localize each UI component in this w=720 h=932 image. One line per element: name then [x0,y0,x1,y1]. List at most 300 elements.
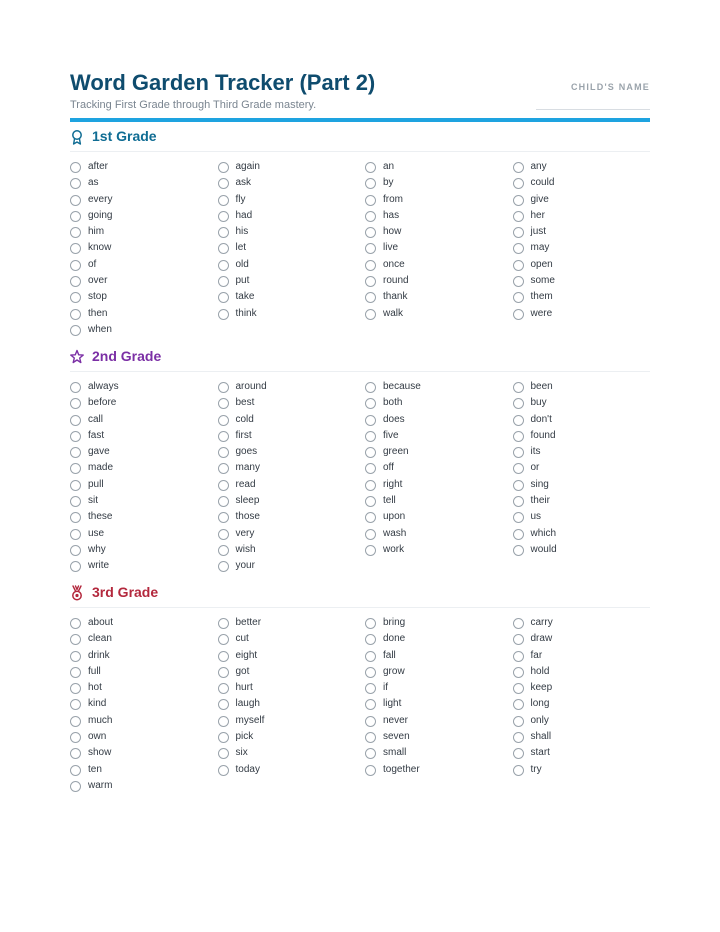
word-label: ask [235,177,252,189]
word-checkbox[interactable] [513,529,524,540]
word-checkbox[interactable] [513,716,524,727]
word-item [218,445,366,461]
word-checkbox[interactable] [70,178,81,189]
word-checkbox[interactable] [365,618,376,629]
word-checkbox[interactable] [365,748,376,759]
word-checkbox[interactable] [218,243,229,254]
word-item [218,543,366,559]
word-label: work [383,543,405,555]
word-item [513,616,661,632]
word-label: its [530,446,541,458]
word-item [365,681,513,697]
word-item [365,290,513,306]
word-item [365,632,513,648]
word-label: when [88,323,112,335]
word-checkbox[interactable] [70,529,81,540]
word-item [365,763,513,779]
word-label: some [530,275,555,287]
word-checkbox[interactable] [513,415,524,426]
word-label: these [88,511,113,523]
word-checkbox[interactable] [365,227,376,238]
word-item [70,510,218,526]
word-label: any [530,161,547,172]
word-item [70,380,218,396]
word-item [513,274,661,290]
word-checkbox[interactable] [70,561,81,572]
word-label: only [530,714,549,726]
word-checkbox[interactable] [513,545,524,556]
word-checkbox[interactable] [365,529,376,540]
word-label: hurt [235,682,253,694]
section-header [70,584,650,606]
word-label: which [530,527,557,539]
word-item [218,380,366,396]
word-checkbox[interactable] [365,634,376,645]
word-item [218,616,366,632]
word-checkbox[interactable] [70,651,81,662]
word-item [365,258,513,274]
word-checkbox[interactable] [218,618,229,629]
word-label: green [383,446,409,458]
word-checkbox[interactable] [70,382,81,393]
word-checkbox[interactable] [218,431,229,442]
word-label: keep [530,682,553,694]
word-label: fast [88,429,105,441]
word-checkbox[interactable] [513,634,524,645]
word-grid [70,380,660,576]
word-checkbox[interactable] [70,325,81,336]
word-label: put [235,275,250,287]
word-label: his [235,226,249,238]
word-item [365,209,513,225]
word-checkbox[interactable] [365,398,376,409]
section-header [70,128,650,150]
word-item [70,527,218,543]
word-item [365,494,513,510]
word-label: wish [235,543,256,555]
word-checkbox[interactable] [365,651,376,662]
page-subtitle: Tracking First Grade through Third Grade mastery. [70,99,317,111]
word-label: by [383,177,394,189]
word-item [365,380,513,396]
word-item [513,649,661,665]
word-checkbox[interactable] [218,765,229,776]
word-label: their [530,495,550,507]
word-item [365,225,513,241]
word-label: old [235,258,249,270]
word-checkbox[interactable] [365,309,376,320]
word-item [513,396,661,412]
word-checkbox[interactable] [513,463,524,474]
word-label: from [383,193,403,205]
word-checkbox[interactable] [513,651,524,662]
word-checkbox[interactable] [218,398,229,409]
word-item [70,225,218,241]
word-checkbox[interactable] [70,276,81,287]
word-checkbox[interactable] [218,667,229,678]
word-checkbox[interactable] [513,260,524,271]
word-label: going [88,209,113,221]
word-checkbox[interactable] [218,529,229,540]
word-item [218,763,366,779]
word-checkbox[interactable] [218,260,229,271]
word-item [513,413,661,429]
word-checkbox[interactable] [513,683,524,694]
word-label: of [88,258,97,270]
word-checkbox[interactable] [365,480,376,491]
word-item [70,714,218,730]
word-grid [70,160,660,339]
word-checkbox[interactable] [218,683,229,694]
word-item [70,649,218,665]
word-label: best [235,397,255,409]
word-checkbox[interactable] [218,227,229,238]
word-label: once [383,258,405,270]
word-checkbox[interactable] [70,431,81,442]
word-item [513,258,661,274]
word-item [70,616,218,632]
word-item [365,527,513,543]
word-item [513,632,661,648]
word-checkbox[interactable] [513,618,524,629]
word-item [70,323,218,339]
word-item [218,714,366,730]
word-checkbox[interactable] [218,699,229,710]
word-label: pick [235,731,254,743]
word-checkbox[interactable] [70,195,81,206]
word-item [218,307,366,323]
word-checkbox[interactable] [365,463,376,474]
word-item [70,559,218,575]
word-checkbox[interactable] [365,699,376,710]
word-checkbox[interactable] [513,211,524,222]
word-item [513,665,661,681]
word-checkbox[interactable] [513,699,524,710]
word-item [70,241,218,257]
word-label: ten [88,763,102,775]
word-checkbox[interactable] [218,732,229,743]
word-label: use [88,527,105,539]
word-checkbox[interactable] [365,260,376,271]
word-checkbox[interactable] [365,765,376,776]
section-1st-grade [70,128,650,335]
word-checkbox[interactable] [513,382,524,393]
word-checkbox[interactable] [70,496,81,507]
word-checkbox[interactable] [513,748,524,759]
word-checkbox[interactable] [513,309,524,320]
word-checkbox[interactable] [365,431,376,442]
word-checkbox[interactable] [70,716,81,727]
word-label: thank [383,291,408,303]
word-item [218,632,366,648]
word-checkbox[interactable] [365,276,376,287]
word-item [70,445,218,461]
word-label: your [235,560,255,572]
word-checkbox[interactable] [218,162,229,173]
word-label: after [88,161,109,172]
word-item [218,396,366,412]
word-checkbox[interactable] [513,276,524,287]
word-item [218,697,366,713]
word-label: cold [235,413,254,425]
word-item [513,445,661,461]
word-checkbox[interactable] [218,651,229,662]
word-label: has [383,209,400,221]
word-label: then [88,307,108,319]
word-label: open [530,258,553,270]
word-item [218,225,366,241]
word-checkbox[interactable] [365,545,376,556]
word-label: clean [88,633,112,645]
word-item [218,274,366,290]
word-item [513,241,661,257]
word-label: laugh [235,698,260,710]
word-checkbox[interactable] [513,732,524,743]
word-checkbox[interactable] [365,195,376,206]
word-checkbox[interactable] [70,398,81,409]
word-checkbox[interactable] [365,415,376,426]
word-item [513,714,661,730]
word-checkbox[interactable] [218,545,229,556]
word-checkbox[interactable] [70,260,81,271]
word-label: fall [383,649,396,661]
word-label: wash [383,527,407,539]
word-checkbox[interactable] [365,178,376,189]
word-checkbox[interactable] [513,431,524,442]
section-3rd-grade [70,584,650,791]
word-item [218,746,366,762]
word-checkbox[interactable] [218,512,229,523]
word-label: draw [530,633,553,645]
word-checkbox[interactable] [70,227,81,238]
word-checkbox[interactable] [218,480,229,491]
word-checkbox[interactable] [70,618,81,629]
word-checkbox[interactable] [218,382,229,393]
word-item [513,176,661,192]
word-item [218,494,366,510]
word-checkbox[interactable] [70,162,81,173]
word-checkbox[interactable] [513,398,524,409]
word-checkbox[interactable] [70,748,81,759]
word-item [513,461,661,477]
word-item [365,241,513,257]
word-checkbox[interactable] [218,463,229,474]
word-label: them [530,291,553,303]
word-checkbox[interactable] [70,512,81,523]
word-item [70,665,218,681]
word-checkbox[interactable] [70,292,81,303]
word-item [513,290,661,306]
word-item [218,681,366,697]
word-checkbox[interactable] [70,415,81,426]
word-checkbox[interactable] [70,683,81,694]
word-label: shall [530,731,552,743]
section-title: 3rd Grade [92,584,159,600]
word-checkbox[interactable] [70,765,81,776]
word-checkbox[interactable] [218,496,229,507]
word-checkbox[interactable] [218,447,229,458]
word-label: cut [235,633,249,645]
word-checkbox[interactable] [513,765,524,776]
word-checkbox[interactable] [513,243,524,254]
word-label: us [530,511,542,523]
word-label: take [235,291,255,303]
word-checkbox[interactable] [70,243,81,254]
word-label: sit [88,495,98,507]
word-checkbox[interactable] [70,480,81,491]
word-checkbox[interactable] [218,276,229,287]
word-checkbox[interactable] [218,309,229,320]
word-checkbox[interactable] [513,178,524,189]
word-item [365,543,513,559]
word-item [218,649,366,665]
word-checkbox[interactable] [513,447,524,458]
word-checkbox[interactable] [365,447,376,458]
word-item [218,258,366,274]
word-checkbox[interactable] [70,309,81,320]
word-label: own [88,731,107,743]
child-name-field[interactable] [536,109,650,110]
word-item [70,209,218,225]
word-item [365,478,513,494]
word-item [365,714,513,730]
word-label: know [88,242,112,254]
word-item [365,176,513,192]
word-checkbox[interactable] [218,716,229,727]
word-checkbox[interactable] [365,732,376,743]
word-label: eight [235,649,258,661]
child-name-label: CHILD'S NAME [570,82,650,92]
word-checkbox[interactable] [218,561,229,572]
word-checkbox[interactable] [513,667,524,678]
word-item [365,730,513,746]
word-item [218,160,366,176]
word-checkbox[interactable] [365,683,376,694]
word-item [218,290,366,306]
word-checkbox[interactable] [70,667,81,678]
word-item [365,274,513,290]
word-checkbox[interactable] [70,463,81,474]
word-label: because [383,381,421,392]
word-checkbox[interactable] [513,195,524,206]
word-item [513,225,661,241]
word-checkbox[interactable] [70,732,81,743]
word-item [70,681,218,697]
word-checkbox[interactable] [218,195,229,206]
word-label: start [530,747,550,759]
section-divider [70,607,650,608]
word-label: every [88,193,113,205]
word-item [70,396,218,412]
word-item [70,746,218,762]
word-checkbox[interactable] [365,496,376,507]
word-checkbox[interactable] [365,667,376,678]
word-checkbox[interactable] [513,512,524,523]
word-checkbox[interactable] [513,292,524,303]
word-checkbox[interactable] [218,292,229,303]
word-label: very [235,527,255,539]
word-checkbox[interactable] [365,292,376,303]
word-label: drink [88,649,110,661]
word-label: let [235,242,247,254]
word-label: five [383,429,399,441]
word-checkbox[interactable] [365,382,376,393]
word-label: tell [383,495,396,507]
word-label: him [88,226,105,238]
word-item [513,494,661,510]
word-checkbox[interactable] [218,748,229,759]
word-item [365,616,513,632]
word-item [218,478,366,494]
word-label: better [235,617,262,628]
word-label: light [383,698,402,710]
word-checkbox[interactable] [365,211,376,222]
word-item [365,307,513,323]
word-checkbox[interactable] [70,781,81,792]
word-checkbox[interactable] [513,496,524,507]
word-label: full [88,665,101,677]
medal-icon [70,585,84,601]
word-checkbox[interactable] [513,227,524,238]
word-checkbox[interactable] [70,545,81,556]
word-checkbox[interactable] [70,699,81,710]
word-checkbox[interactable] [218,211,229,222]
section-divider [70,371,650,372]
word-checkbox[interactable] [513,480,524,491]
word-item [70,429,218,445]
word-item [365,697,513,713]
word-item [218,209,366,225]
word-label: those [235,511,260,523]
word-item [70,193,218,209]
word-item [70,258,218,274]
word-item [70,779,218,795]
word-item [218,241,366,257]
word-item [513,510,661,526]
word-checkbox[interactable] [365,512,376,523]
word-item [70,274,218,290]
word-label: again [235,161,260,172]
word-item [365,193,513,209]
word-item [513,478,661,494]
word-label: never [383,714,409,726]
word-checkbox[interactable] [365,243,376,254]
word-checkbox[interactable] [513,162,524,173]
word-checkbox[interactable] [218,415,229,426]
word-item [513,681,661,697]
word-checkbox[interactable] [365,162,376,173]
header-accent-rule [70,118,650,122]
word-label: hold [530,665,550,677]
word-label: around [235,381,267,392]
word-checkbox[interactable] [218,178,229,189]
word-checkbox[interactable] [70,211,81,222]
word-item [513,209,661,225]
word-label: give [530,193,549,205]
word-item [513,697,661,713]
word-item [513,160,661,176]
word-item [218,559,366,575]
word-checkbox[interactable] [218,634,229,645]
word-item [218,193,366,209]
word-label: could [530,177,555,189]
word-item [218,665,366,681]
word-label: warm [88,779,113,791]
word-checkbox[interactable] [70,447,81,458]
word-label: don't [530,413,552,425]
word-checkbox[interactable] [70,634,81,645]
word-checkbox[interactable] [365,716,376,727]
